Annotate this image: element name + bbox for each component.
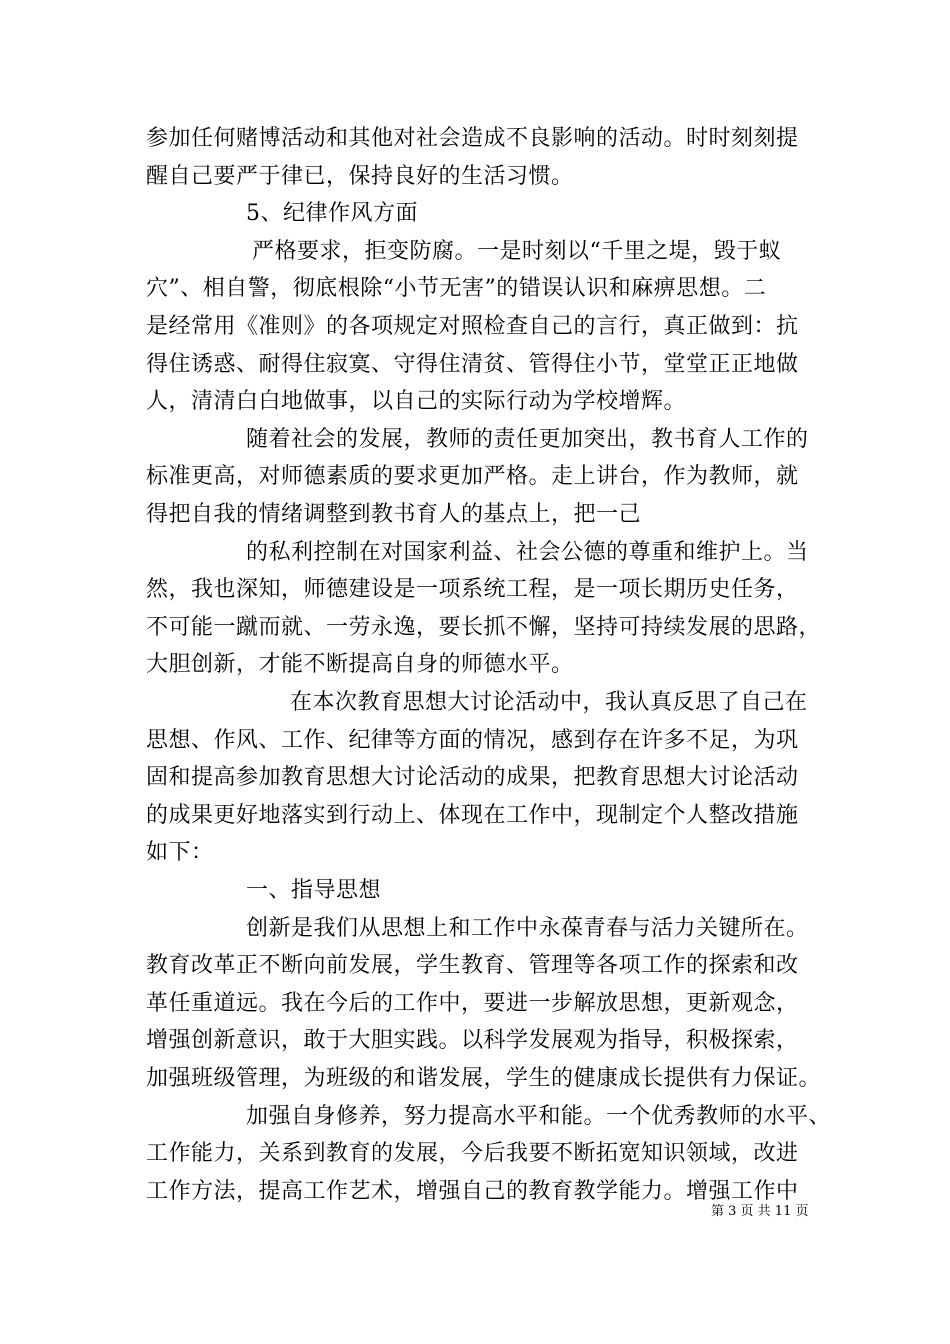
section-heading: 5、纪律作风方面 [246, 201, 418, 226]
text-line: 在本次教育思想大讨论活动中，我认真反思了自己在 [290, 690, 808, 715]
text-line: 不可能一蹴而就、一劳永逸，要长抓不懈，坚持可持续发展的思路， [146, 615, 822, 640]
text-line: 大胆创新，才能不断提高自身的师德水平。 [146, 652, 574, 677]
text-line: 增强创新意识，敢于大胆实践。以科学发展观为指导，积极探索， [146, 1028, 799, 1053]
text-line: 思想、作风、工作、纪律等方面的情况，感到存在许多不足，为巩 [146, 728, 799, 753]
text-line: 加强班级管理，为班级的和谐发展，学生的健康成长提供有力保证。 [146, 1066, 822, 1091]
text-line: 的成果更好地落实到行动上、体现在工作中，现制定个人整改措施 [146, 803, 799, 828]
text-line: 然，我也深知，师德建设是一项系统工程，是一项长期历史任务， [146, 577, 799, 602]
text-line: 教育改革正不断向前发展，学生教育、管理等各项工作的探索和改 [146, 953, 799, 978]
text-line: 加强自身修养，努力提高水平和能。一个优秀教师的水平、 [246, 1104, 832, 1129]
text-line: 随着社会的发展，教师的责任更加突出，教书育人工作的 [246, 427, 809, 452]
text-line: 醒自己要严于律已，保持良好的生活习惯。 [146, 164, 574, 189]
text-line: 得住诱惑、耐得住寂寞、守得住清贫、管得住小节，堂堂正正地做 [146, 352, 799, 377]
text-line: 穴”、相自警，彻底根除“小节无害”的错误认识和麻痹思想。二 [146, 276, 767, 301]
section-heading: 一、指导思想 [246, 878, 382, 903]
text-line: 得把自我的情绪调整到教书育人的基点上，把一己 [146, 502, 642, 527]
text-line: 人，清清白白地做事，以自己的实际行动为学校增辉。 [146, 389, 687, 414]
text-line: 固和提高参加教育思想大讨论活动的成果，把教育思想大讨论活动 [146, 765, 799, 790]
text-line: 标准更高，对师德素质的要求更加严格。走上讲台，作为教师，就 [146, 464, 799, 489]
text-line: 创新是我们从思想上和工作中永葆青春与活力关键所在。 [246, 916, 809, 941]
text-line: 革任重道远。我在今后的工作中，要进一步解放思想，更新观念， [146, 991, 799, 1016]
text-line: 是经常用《准则》的各项规定对照检查自己的言行，真正做到：抗 [146, 314, 799, 339]
text-line: 工作方法，提高工作艺术，增强自己的教育教学能力。增强工作中 [146, 1179, 799, 1204]
text-line: 工作能力，关系到教育的发展，今后我要不断拓宽知识领域，改进 [146, 1141, 799, 1166]
text-line: 严格要求，拒变防腐。一是时刻以“千里之堤，毁于蚁 [252, 239, 782, 264]
text-line: 如下： [146, 840, 214, 865]
text-line: 参加任何赌博活动和其他对社会造成不良影响的活动。时时刻刻提 [146, 126, 799, 151]
text-line: 的私利控制在对国家利益、社会公德的尊重和维护上。当 [246, 540, 809, 565]
page-number-footer: 第 3 页 共 11 页 [711, 1204, 809, 1219]
